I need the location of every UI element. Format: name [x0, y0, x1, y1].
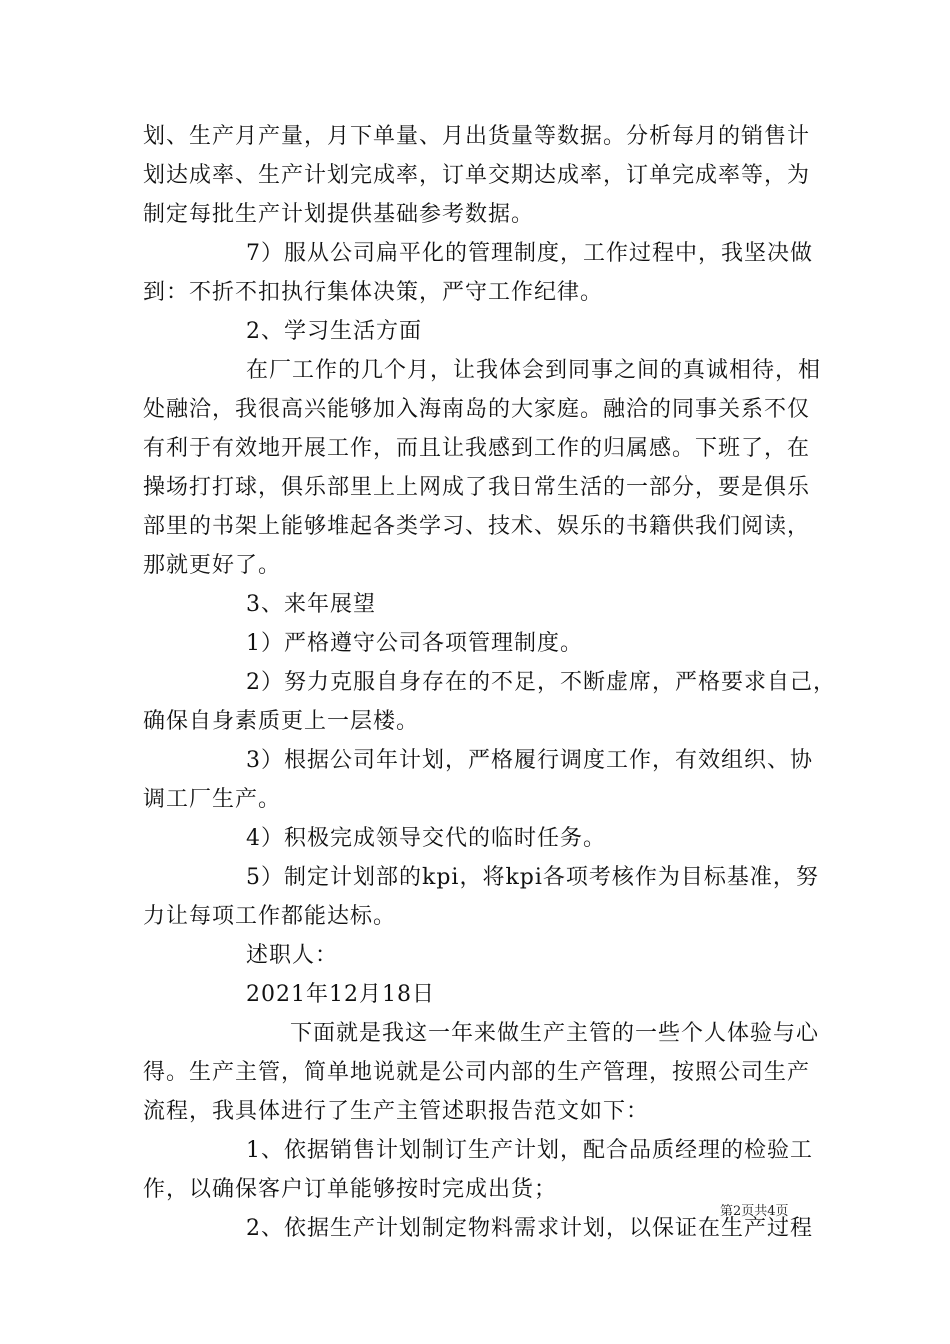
text-line: 4）积极完成领导交代的临时任务。	[246, 826, 606, 851]
text-line: 确保自身素质更上一层楼。	[143, 709, 420, 734]
section-heading: 2、学习生活方面	[246, 319, 422, 344]
text-line: 处融洽，我很高兴能够加入海南岛的大家庭。融洽的同事关系不仅	[143, 397, 811, 422]
text-line: 调工厂生产。	[143, 787, 282, 812]
text-line: 那就更好了。	[143, 553, 282, 578]
text-line: 7）服从公司扁平化的管理制度，工作过程中，我坚决做	[246, 241, 813, 266]
text-line: 到：不折不扣执行集体决策，严守工作纪律。	[143, 280, 604, 305]
text-line: 划、生产月产量，月下单量、月出货量等数据。分析每月的销售计	[143, 124, 811, 149]
section-heading: 3、来年展望	[246, 592, 376, 617]
text-line: 流程，我具体进行了生产主管述职报告范文如下：	[143, 1099, 650, 1124]
page-number: 第2页共4页	[720, 1204, 789, 1219]
signature-label: 述职人：	[246, 943, 339, 968]
text-line: 部里的书架上能够堆起各类学习、技术、娱乐的书籍供我们阅读，	[143, 514, 811, 539]
text-line: 力让每项工作都能达标。	[143, 904, 397, 929]
text-line: 有利于有效地开展工作，而且让我感到工作的归属感。下班了，在	[143, 436, 811, 461]
text-line: 下面就是我这一年来做生产主管的一些个人体验与心	[290, 1021, 820, 1046]
text-line: 得。生产主管，简单地说就是公司内部的生产管理，按照公司生产	[143, 1060, 811, 1085]
text-line: 1、依据销售计划制订生产计划，配合品质经理的检验工	[246, 1138, 813, 1163]
text-line: 制定每批生产计划提供基础参考数据。	[143, 202, 535, 227]
date-line: 2021年12月18日	[246, 982, 435, 1007]
text-line: 作，以确保客户订单能够按时完成出货；	[143, 1177, 558, 1202]
text-line: 2、依据生产计划制定物料需求计划，以保证在生产过程	[246, 1216, 813, 1241]
text-line: 在厂工作的几个月，让我体会到同事之间的真诚相待，相	[246, 358, 822, 383]
text-line: 5）制定计划部的kpi，将kpi各项考核作为目标基准，努	[246, 865, 819, 890]
text-line: 1）严格遵守公司各项管理制度。	[246, 631, 583, 656]
text-line: 划达成率、生产计划完成率，订单交期达成率，订单完成率等，为	[143, 163, 811, 188]
text-line: 3）根据公司年计划，严格履行调度工作，有效组织、协	[246, 748, 813, 773]
text-line: 操场打打球，俱乐部里上上网成了我日常生活的一部分，要是俱乐	[143, 475, 811, 500]
text-line: 2）努力克服自身存在的不足，不断虚席，严格要求自己，	[246, 670, 836, 695]
